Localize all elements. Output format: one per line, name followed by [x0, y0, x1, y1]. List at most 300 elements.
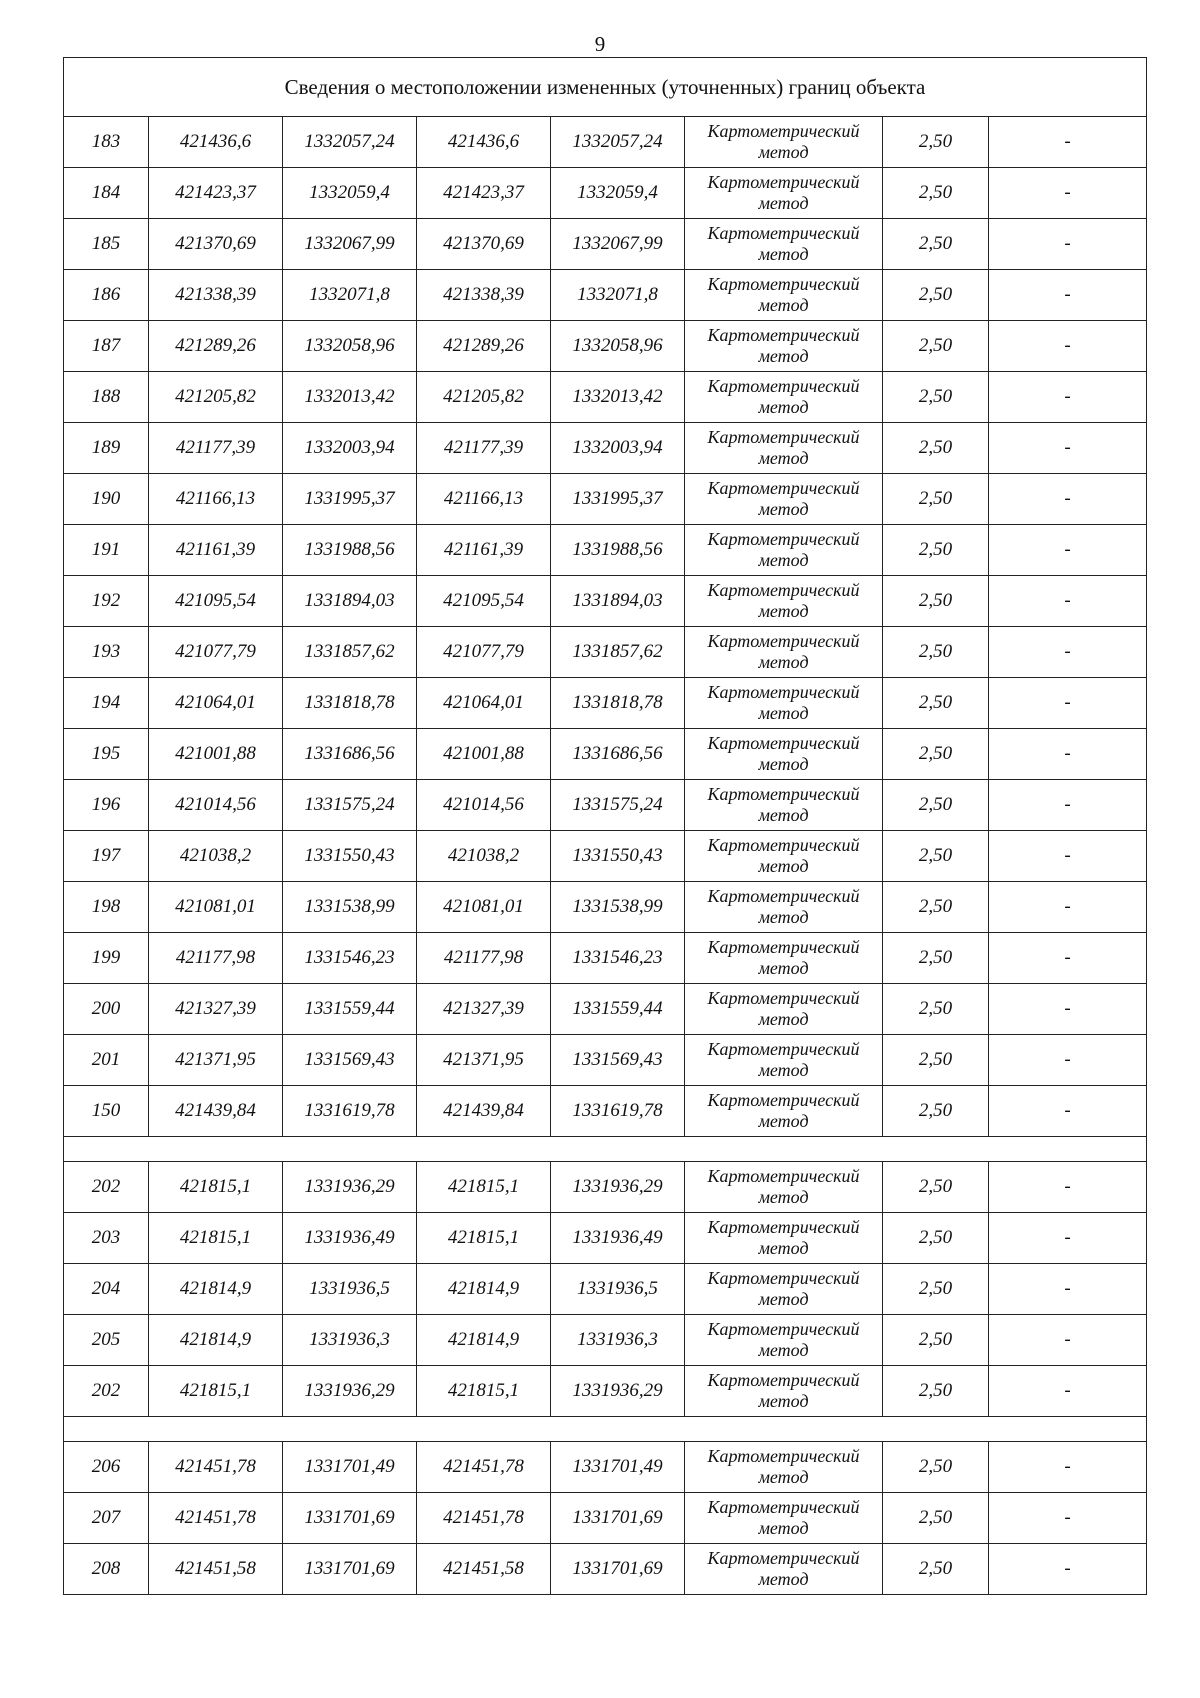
method-line-1: Картометрический	[707, 121, 860, 141]
method-line-1: Картометрический	[707, 376, 860, 396]
y-existing-cell: 1331686,56	[283, 729, 417, 780]
y-existing-cell: 1332003,94	[283, 423, 417, 474]
x-existing-cell: 421436,6	[149, 117, 283, 168]
method-line-1: Картометрический	[707, 1268, 860, 1288]
x-existing-cell: 421370,69	[149, 219, 283, 270]
y-existing-cell: 1331538,99	[283, 882, 417, 933]
description-cell: -	[989, 627, 1147, 678]
description-cell: -	[989, 1366, 1147, 1417]
accuracy-cell: 2,50	[883, 1315, 989, 1366]
x-existing-cell: 421077,79	[149, 627, 283, 678]
method-line-1: Картометрический	[707, 1217, 860, 1237]
y-existing-cell: 1331936,3	[283, 1315, 417, 1366]
method-cell	[685, 1315, 883, 1366]
x-new-cell: 421423,37	[417, 168, 551, 219]
x-existing-cell: 421814,9	[149, 1264, 283, 1315]
y-existing-cell: 1331701,69	[283, 1493, 417, 1544]
contour-separator-cell	[64, 1417, 1147, 1442]
y-existing-cell: 1331936,29	[283, 1162, 417, 1213]
description-cell: -	[989, 1086, 1147, 1137]
method-cell	[685, 1544, 883, 1595]
x-new-cell: 421451,78	[417, 1493, 551, 1544]
point-number-cell: 186	[64, 270, 149, 321]
y-existing-cell: 1331575,24	[283, 780, 417, 831]
method-line-1: Картометрический	[707, 784, 860, 804]
method-line-1: Картометрический	[707, 988, 860, 1008]
accuracy-cell: 2,50	[883, 1162, 989, 1213]
y-new-cell: 1331538,99	[551, 882, 685, 933]
method-cell	[685, 984, 883, 1035]
y-new-cell: 1331936,29	[551, 1162, 685, 1213]
method-line-2: метод	[758, 142, 809, 162]
method-line-1: Картометрический	[707, 1039, 860, 1059]
description-cell: -	[989, 882, 1147, 933]
point-number-cell: 189	[64, 423, 149, 474]
method-cell	[685, 321, 883, 372]
method-line-1: Картометрический	[707, 274, 860, 294]
method-cell	[685, 576, 883, 627]
method-line-1: Картометрический	[707, 478, 860, 498]
x-existing-cell: 421161,39	[149, 525, 283, 576]
x-new-cell: 421205,82	[417, 372, 551, 423]
method-line-1: Картометрический	[707, 835, 860, 855]
method-line-1: Картометрический	[707, 631, 860, 651]
point-number-cell: 185	[64, 219, 149, 270]
method-line-2: метод	[758, 397, 809, 417]
description-cell: -	[989, 168, 1147, 219]
contour-separator-row	[64, 1417, 1147, 1442]
point-number-cell: 203	[64, 1213, 149, 1264]
description-cell: -	[989, 372, 1147, 423]
table-row	[64, 933, 1147, 984]
y-existing-cell: 1332013,42	[283, 372, 417, 423]
table-row	[64, 117, 1147, 168]
table-row	[64, 372, 1147, 423]
point-number-cell: 150	[64, 1086, 149, 1137]
y-existing-cell: 1331857,62	[283, 627, 417, 678]
y-new-cell: 1332071,8	[551, 270, 685, 321]
method-line-2: метод	[758, 1060, 809, 1080]
point-number-cell: 199	[64, 933, 149, 984]
x-new-cell: 421371,95	[417, 1035, 551, 1086]
method-line-1: Картометрический	[707, 223, 860, 243]
method-line-2: метод	[758, 1111, 809, 1131]
point-number-cell: 195	[64, 729, 149, 780]
method-cell	[685, 219, 883, 270]
description-cell: -	[989, 423, 1147, 474]
table-row	[64, 1086, 1147, 1137]
x-new-cell: 421289,26	[417, 321, 551, 372]
x-existing-cell: 421177,39	[149, 423, 283, 474]
x-new-cell: 421815,1	[417, 1162, 551, 1213]
x-new-cell: 421064,01	[417, 678, 551, 729]
x-existing-cell: 421815,1	[149, 1366, 283, 1417]
method-line-2: метод	[758, 856, 809, 876]
x-new-cell: 421451,78	[417, 1442, 551, 1493]
description-cell: -	[989, 525, 1147, 576]
accuracy-cell: 2,50	[883, 1086, 989, 1137]
point-number-cell: 184	[64, 168, 149, 219]
table-row	[64, 729, 1147, 780]
method-line-2: метод	[758, 1518, 809, 1538]
x-existing-cell: 421451,58	[149, 1544, 283, 1595]
y-existing-cell: 1331894,03	[283, 576, 417, 627]
boundary-coordinates-table	[63, 57, 1147, 1595]
method-line-2: метод	[758, 244, 809, 264]
table-row	[64, 474, 1147, 525]
y-new-cell: 1331550,43	[551, 831, 685, 882]
page-number: 9	[594, 32, 606, 56]
contour-separator-row	[64, 1137, 1147, 1162]
method-cell	[685, 1213, 883, 1264]
x-existing-cell: 421338,39	[149, 270, 283, 321]
y-new-cell: 1331559,44	[551, 984, 685, 1035]
accuracy-cell: 2,50	[883, 984, 989, 1035]
point-number-cell: 187	[64, 321, 149, 372]
method-line-1: Картометрический	[707, 733, 860, 753]
table-row	[64, 1544, 1147, 1595]
description-cell: -	[989, 933, 1147, 984]
method-line-2: метод	[758, 1569, 809, 1589]
y-new-cell: 1331546,23	[551, 933, 685, 984]
description-cell: -	[989, 1162, 1147, 1213]
method-line-1: Картометрический	[707, 1090, 860, 1110]
x-new-cell: 421161,39	[417, 525, 551, 576]
point-number-cell: 196	[64, 780, 149, 831]
method-cell	[685, 627, 883, 678]
y-existing-cell: 1331559,44	[283, 984, 417, 1035]
x-new-cell: 421166,13	[417, 474, 551, 525]
accuracy-cell: 2,50	[883, 117, 989, 168]
method-line-2: метод	[758, 295, 809, 315]
y-new-cell: 1331569,43	[551, 1035, 685, 1086]
table-title-row	[64, 58, 1147, 117]
x-existing-cell: 421327,39	[149, 984, 283, 1035]
x-new-cell: 421436,6	[417, 117, 551, 168]
method-line-2: метод	[758, 754, 809, 774]
point-number-cell: 198	[64, 882, 149, 933]
table-row	[64, 1442, 1147, 1493]
table-row	[64, 1493, 1147, 1544]
method-line-1: Картометрический	[707, 1370, 860, 1390]
y-new-cell: 1332058,96	[551, 321, 685, 372]
point-number-cell: 197	[64, 831, 149, 882]
point-number-cell: 194	[64, 678, 149, 729]
method-line-2: метод	[758, 193, 809, 213]
table-row	[64, 627, 1147, 678]
accuracy-cell: 2,50	[883, 780, 989, 831]
point-number-cell: 202	[64, 1162, 149, 1213]
y-existing-cell: 1332058,96	[283, 321, 417, 372]
description-cell: -	[989, 1315, 1147, 1366]
description-cell: -	[989, 984, 1147, 1035]
x-new-cell: 421327,39	[417, 984, 551, 1035]
accuracy-cell: 2,50	[883, 627, 989, 678]
table-row	[64, 678, 1147, 729]
y-existing-cell: 1331550,43	[283, 831, 417, 882]
table-row	[64, 1035, 1147, 1086]
method-cell	[685, 474, 883, 525]
accuracy-cell: 2,50	[883, 576, 989, 627]
method-cell	[685, 525, 883, 576]
table-row	[64, 1315, 1147, 1366]
y-existing-cell: 1331818,78	[283, 678, 417, 729]
method-line-2: метод	[758, 652, 809, 672]
accuracy-cell: 2,50	[883, 1264, 989, 1315]
y-new-cell: 1331936,3	[551, 1315, 685, 1366]
x-existing-cell: 421451,78	[149, 1493, 283, 1544]
y-existing-cell: 1332059,4	[283, 168, 417, 219]
x-existing-cell: 421205,82	[149, 372, 283, 423]
method-cell	[685, 270, 883, 321]
method-cell	[685, 423, 883, 474]
y-new-cell: 1331995,37	[551, 474, 685, 525]
table-row	[64, 780, 1147, 831]
accuracy-cell: 2,50	[883, 1442, 989, 1493]
point-number-cell: 201	[64, 1035, 149, 1086]
x-new-cell: 421814,9	[417, 1315, 551, 1366]
x-new-cell: 421177,98	[417, 933, 551, 984]
method-line-1: Картометрический	[707, 886, 860, 906]
x-existing-cell: 421001,88	[149, 729, 283, 780]
method-cell	[685, 729, 883, 780]
point-number-cell: 207	[64, 1493, 149, 1544]
accuracy-cell: 2,50	[883, 831, 989, 882]
point-number-cell: 192	[64, 576, 149, 627]
accuracy-cell: 2,50	[883, 321, 989, 372]
x-new-cell: 421814,9	[417, 1264, 551, 1315]
method-cell	[685, 831, 883, 882]
y-new-cell: 1331857,62	[551, 627, 685, 678]
method-cell	[685, 1264, 883, 1315]
accuracy-cell: 2,50	[883, 1366, 989, 1417]
point-number-cell: 193	[64, 627, 149, 678]
point-number-cell: 208	[64, 1544, 149, 1595]
y-new-cell: 1331701,69	[551, 1544, 685, 1595]
description-cell: -	[989, 117, 1147, 168]
accuracy-cell: 2,50	[883, 168, 989, 219]
x-new-cell: 421815,1	[417, 1213, 551, 1264]
accuracy-cell: 2,50	[883, 882, 989, 933]
method-cell	[685, 882, 883, 933]
accuracy-cell: 2,50	[883, 678, 989, 729]
method-line-1: Картометрический	[707, 529, 860, 549]
method-line-2: метод	[758, 1467, 809, 1487]
method-line-2: метод	[758, 1187, 809, 1207]
x-new-cell: 421177,39	[417, 423, 551, 474]
y-new-cell: 1331619,78	[551, 1086, 685, 1137]
x-existing-cell: 421815,1	[149, 1213, 283, 1264]
y-existing-cell: 1331569,43	[283, 1035, 417, 1086]
point-number-cell: 188	[64, 372, 149, 423]
method-cell	[685, 117, 883, 168]
y-new-cell: 1331686,56	[551, 729, 685, 780]
method-line-2: метод	[758, 1391, 809, 1411]
method-line-2: метод	[758, 1238, 809, 1258]
method-line-2: метод	[758, 601, 809, 621]
y-new-cell: 1331936,49	[551, 1213, 685, 1264]
description-cell: -	[989, 729, 1147, 780]
x-existing-cell: 421177,98	[149, 933, 283, 984]
x-new-cell: 421014,56	[417, 780, 551, 831]
x-new-cell: 421038,2	[417, 831, 551, 882]
x-existing-cell: 421439,84	[149, 1086, 283, 1137]
y-new-cell: 1331894,03	[551, 576, 685, 627]
contour-separator-cell	[64, 1137, 1147, 1162]
method-line-1: Картометрический	[707, 937, 860, 957]
method-line-2: метод	[758, 346, 809, 366]
y-existing-cell: 1332067,99	[283, 219, 417, 270]
x-new-cell: 421370,69	[417, 219, 551, 270]
description-cell: -	[989, 1264, 1147, 1315]
point-number-cell: 183	[64, 117, 149, 168]
method-cell	[685, 1493, 883, 1544]
method-line-2: метод	[758, 805, 809, 825]
description-cell: -	[989, 270, 1147, 321]
table-row	[64, 321, 1147, 372]
x-new-cell: 421815,1	[417, 1366, 551, 1417]
table-row	[64, 270, 1147, 321]
table-row	[64, 423, 1147, 474]
method-line-1: Картометрический	[707, 682, 860, 702]
description-cell: -	[989, 321, 1147, 372]
y-existing-cell: 1331936,49	[283, 1213, 417, 1264]
y-existing-cell: 1331701,49	[283, 1442, 417, 1493]
accuracy-cell: 2,50	[883, 423, 989, 474]
method-line-1: Картометрический	[707, 580, 860, 600]
y-existing-cell: 1332057,24	[283, 117, 417, 168]
description-cell: -	[989, 474, 1147, 525]
description-cell: -	[989, 678, 1147, 729]
table-row	[64, 1213, 1147, 1264]
description-cell: -	[989, 1544, 1147, 1595]
method-line-2: метод	[758, 1289, 809, 1309]
description-cell: -	[989, 1493, 1147, 1544]
method-line-1: Картометрический	[707, 1166, 860, 1186]
y-new-cell: 1332013,42	[551, 372, 685, 423]
description-cell: -	[989, 1442, 1147, 1493]
y-new-cell: 1331988,56	[551, 525, 685, 576]
y-existing-cell: 1331936,29	[283, 1366, 417, 1417]
method-line-1: Картометрический	[707, 1548, 860, 1568]
method-cell	[685, 1086, 883, 1137]
accuracy-cell: 2,50	[883, 1493, 989, 1544]
method-line-2: метод	[758, 958, 809, 978]
x-new-cell: 421081,01	[417, 882, 551, 933]
x-existing-cell: 421081,01	[149, 882, 283, 933]
y-new-cell: 1331575,24	[551, 780, 685, 831]
y-new-cell: 1331701,49	[551, 1442, 685, 1493]
method-line-1: Картометрический	[707, 1497, 860, 1517]
method-line-2: метод	[758, 1009, 809, 1029]
description-cell: -	[989, 780, 1147, 831]
table-row	[64, 576, 1147, 627]
method-cell	[685, 1162, 883, 1213]
method-line-2: метод	[758, 448, 809, 468]
method-line-1: Картометрический	[707, 1319, 860, 1339]
accuracy-cell: 2,50	[883, 1544, 989, 1595]
method-line-2: метод	[758, 1340, 809, 1360]
y-existing-cell: 1331546,23	[283, 933, 417, 984]
y-existing-cell: 1331936,5	[283, 1264, 417, 1315]
accuracy-cell: 2,50	[883, 729, 989, 780]
accuracy-cell: 2,50	[883, 474, 989, 525]
table-body	[64, 58, 1147, 1595]
description-cell: -	[989, 831, 1147, 882]
method-line-2: метод	[758, 703, 809, 723]
table-row	[64, 1162, 1147, 1213]
method-line-1: Картометрический	[707, 325, 860, 345]
method-cell	[685, 933, 883, 984]
description-cell: -	[989, 576, 1147, 627]
table-row	[64, 882, 1147, 933]
x-new-cell: 421338,39	[417, 270, 551, 321]
point-number-cell: 191	[64, 525, 149, 576]
x-new-cell: 421095,54	[417, 576, 551, 627]
x-existing-cell: 421814,9	[149, 1315, 283, 1366]
point-number-cell: 206	[64, 1442, 149, 1493]
method-cell	[685, 372, 883, 423]
accuracy-cell: 2,50	[883, 270, 989, 321]
y-new-cell: 1331936,5	[551, 1264, 685, 1315]
method-line-1: Картометрический	[707, 427, 860, 447]
table-row	[64, 984, 1147, 1035]
y-new-cell: 1331818,78	[551, 678, 685, 729]
y-new-cell: 1332067,99	[551, 219, 685, 270]
x-existing-cell: 421371,95	[149, 1035, 283, 1086]
x-existing-cell: 421166,13	[149, 474, 283, 525]
method-cell	[685, 168, 883, 219]
accuracy-cell: 2,50	[883, 1035, 989, 1086]
table-row	[64, 168, 1147, 219]
x-existing-cell: 421038,2	[149, 831, 283, 882]
x-existing-cell: 421451,78	[149, 1442, 283, 1493]
x-existing-cell: 421014,56	[149, 780, 283, 831]
method-cell	[685, 780, 883, 831]
method-line-2: метод	[758, 499, 809, 519]
method-cell	[685, 1035, 883, 1086]
x-existing-cell: 421289,26	[149, 321, 283, 372]
y-new-cell: 1332059,4	[551, 168, 685, 219]
accuracy-cell: 2,50	[883, 1213, 989, 1264]
x-new-cell: 421451,58	[417, 1544, 551, 1595]
y-new-cell: 1332003,94	[551, 423, 685, 474]
point-number-cell: 200	[64, 984, 149, 1035]
x-new-cell: 421077,79	[417, 627, 551, 678]
point-number-cell: 205	[64, 1315, 149, 1366]
x-existing-cell: 421095,54	[149, 576, 283, 627]
method-cell	[685, 678, 883, 729]
x-existing-cell: 421815,1	[149, 1162, 283, 1213]
method-cell	[685, 1442, 883, 1493]
table-row	[64, 219, 1147, 270]
method-cell	[685, 1366, 883, 1417]
description-cell: -	[989, 1035, 1147, 1086]
y-new-cell: 1332057,24	[551, 117, 685, 168]
y-existing-cell: 1331701,69	[283, 1544, 417, 1595]
table-row	[64, 1264, 1147, 1315]
point-number-cell: 202	[64, 1366, 149, 1417]
description-cell: -	[989, 1213, 1147, 1264]
accuracy-cell: 2,50	[883, 372, 989, 423]
method-line-1: Картометрический	[707, 1446, 860, 1466]
x-existing-cell: 421423,37	[149, 168, 283, 219]
point-number-cell: 190	[64, 474, 149, 525]
table-title: Сведения о местоположении измененных (уточненных) границ объекта	[64, 58, 1147, 117]
y-existing-cell: 1331988,56	[283, 525, 417, 576]
y-existing-cell: 1331619,78	[283, 1086, 417, 1137]
y-existing-cell: 1332071,8	[283, 270, 417, 321]
